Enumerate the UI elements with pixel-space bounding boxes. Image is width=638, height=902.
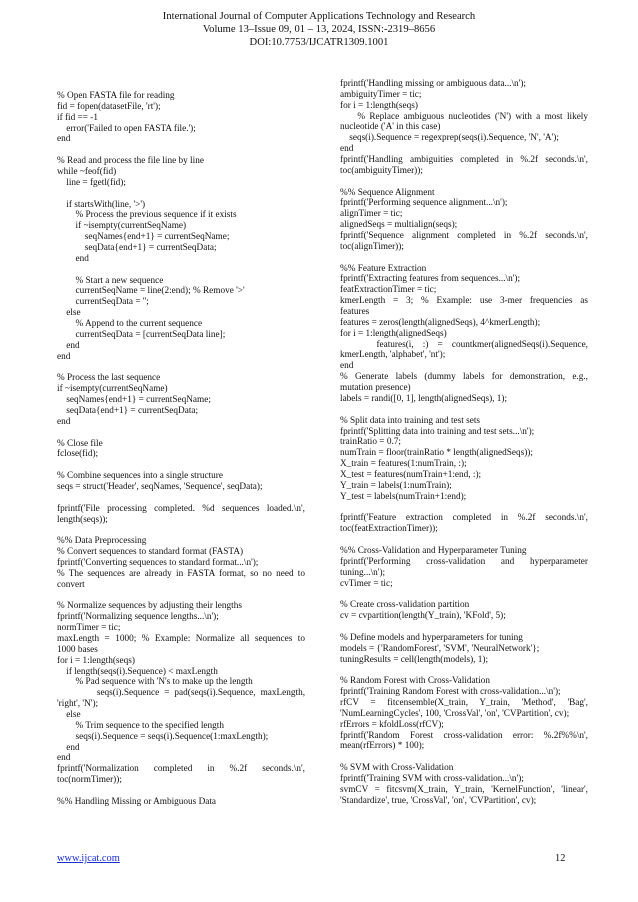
code-line: seqs = struct('Header', seqNames, 'Sequence', seqData); [57,481,263,492]
code-line: for i = 1:length(alignedSeqs) [340,328,447,339]
code-line: fprintf('Handling ambiguities completed in %.2f seconds.\n', [340,155,588,166]
code-line: if fid == -1 [57,112,99,123]
code-line: toc(normTimer)); [57,775,122,786]
code-line: rfCV = fitcensemble(X_train, Y_train, 'Method', 'Bag', [340,697,588,708]
code-line: kmerLength = 3; % Example: use 3-mer frequencies as [340,296,588,307]
code-line: maxLength = 1000; % Example: Normalize all sequences to [57,633,305,644]
code-line: labels = randi([0, 1], length(alignedSeqs), 1); [340,393,508,404]
code-line: toc(featExtractionTimer)); [340,524,438,535]
code-line [57,189,305,200]
page-number: 12 [555,853,566,864]
code-line [340,253,588,264]
code-line [57,460,305,471]
code-line: fprintf('Handling missing or ambiguous data...\n'); [340,79,526,89]
left-code-column [57,91,305,808]
code-line: fprintf('Normalization completed in %.2f seconds.\n', [57,764,305,775]
code-line [57,362,305,373]
code-line: X_test = features(numTrain+1:end, :); [340,469,482,480]
code-line: numTrain = floor(trainRatio * length(alignedSeqs)); [340,448,533,459]
code-line: %% Sequence Alignment [340,187,435,198]
code-line: else [57,308,81,319]
code-line: kmerLength, 'alphabet', 'nt'); [340,350,446,361]
code-line: fprintf('Converting sequences to standard format...\n'); [57,557,259,568]
code-line: mutation presence) [340,383,411,394]
code-line: fprintf('Normalizing sequence lengths...\n'); [57,612,219,623]
code-line [57,525,305,536]
code-line: % Define models and hyperparameters for tuning [340,632,523,643]
code-line: % Process the last sequence [57,373,161,384]
journal-volume: Volume 13–Issue 09, 01 – 13, 2024, ISSN:-2319–8656 [202,24,436,36]
journal-website-link[interactable]: www.ijcat.com [57,853,120,864]
code-line: alignedSeqs = multialign(seqs); [340,220,458,231]
code-line: while ~feof(fid) [57,167,117,178]
code-line: ambiguityTimer = tic; [340,89,422,100]
code-line: end [340,361,354,372]
code-line: else [57,709,81,720]
code-line: end [57,753,71,764]
code-line: Y_test = labels(numTrain+1:end); [340,491,467,502]
code-line: %% Cross-Validation and Hyperparameter Tuning [340,545,527,556]
code-line: % Random Forest with Cross-Validation [340,676,491,687]
code-line: fprintf('Random Forest cross-validation error: %.2f%%\n', [340,730,588,741]
code-line: seqs(i).Sequence = seqs(i).Sequence(1:maxLength); [57,731,269,742]
code-line [340,535,588,546]
code-line: currentSeqData = ''; [57,297,149,308]
code-line: if startsWith(line, '>') [57,199,146,210]
code-line: end [57,416,71,427]
code-line: end [57,253,89,264]
code-line: mean(rfErrors) * 100); [340,741,425,752]
code-line: fid = fopen(datasetFile, 'rt'); [57,101,161,112]
code-line: 'right', 'N'); [57,699,99,710]
code-line: fprintf('File processing completed. %d sequences loaded.\n', [57,503,305,514]
code-line [57,786,305,797]
code-line: 'Standardize', true, 'CrossVal', 'on', 'CVPartition', cv); [340,795,537,806]
code-line [340,177,588,188]
code-line: alignTimer = tic; [340,209,403,220]
code-line: cv = cvpartition(length(Y_train), 'KFold', 5); [340,611,506,622]
code-line: % Open FASTA file for reading [57,91,175,101]
code-line: fprintf('Performing sequence alignment...\n'); [340,198,508,209]
code-line: fprintf('Feature extraction completed in %.2f seconds.\n', [340,513,588,524]
code-line: featExtractionTimer = tic; [340,285,437,296]
code-line: features(i, :) = countkmer(alignedSeqs(i).Sequence, [340,339,588,350]
code-line: for i = 1:length(seqs) [57,655,135,666]
code-line [340,589,588,600]
code-line: tuning...\n'); [340,567,386,578]
code-line: % Append to the current sequence [57,319,203,330]
code-line: % Convert sequences to standard format (FASTA) [57,547,244,558]
code-line: fprintf('Sequence alignment completed in %.2f seconds.\n', [340,231,588,242]
code-line: end [57,340,80,351]
code-line: seqData{end+1} = currentSeqData; [57,405,199,416]
code-line: if ~isempty(currentSeqName) [57,384,168,395]
code-line: % Pad sequence with 'N's to make up the length [57,677,253,688]
code-line: nucleotide ('A' in this case) [340,122,441,133]
code-line: Y_train = labels(1:numTrain); [340,480,452,491]
code-line: % Create cross-validation partition [340,600,470,611]
code-line [57,265,305,276]
code-line: % Close file [57,438,103,449]
code-line: fprintf('Extracting features from sequences...\n'); [340,274,521,285]
code-line: X_train = features(1:numTrain, :); [340,459,467,470]
journal-header [0,10,638,50]
code-line: seqs(i).Sequence = regexprep(seqs(i).Sequence, 'N', 'A'); [340,133,559,144]
code-line: fclose(fid); [57,449,99,460]
code-line: % Read and process the file line by line [57,156,204,167]
code-line: toc(alignTimer)); [340,241,404,252]
code-line: % SVM with Cross-Validation [340,763,454,774]
code-line: length(seqs)); [57,514,108,525]
code-line [340,752,588,763]
code-line: % Process the previous sequence if it exists [57,210,237,221]
code-line: % Trim sequence to the specified length [57,720,224,731]
code-line: % Generate labels (dummy labels for demonstration, e.g., [340,372,588,383]
code-line: end [57,351,71,362]
code-line: %% Feature Extraction [340,263,427,274]
code-line: models = {'RandomForest', 'SVM', 'NeuralNetwork'}; [340,643,540,654]
right-code-column [340,79,588,807]
code-line: 1000 bases [57,644,98,655]
code-line [340,622,588,633]
code-line: fprintf('Training Random Forest with cross-validation...\n'); [340,687,561,698]
code-line: fprintf('Performing cross-validation and hyperparameter [340,556,588,567]
code-line: 'NumLearningCycles', 100, 'CrossVal', 'on', 'CVPartition', cv); [340,708,570,719]
code-line: % The sequences are already in FASTA format, so no need to [57,568,305,579]
code-line: seqNames{end+1} = currentSeqName; [57,395,211,406]
code-line [57,493,305,504]
code-line: currentSeqData = [currentSeqData line]; [57,329,226,340]
code-line: if length(seqs(i).Sequence) < maxLength [57,666,218,677]
code-line: fprintf('Training SVM with cross-validation...\n'); [340,774,524,784]
journal-title: International Journal of Computer Applications Technology and Research [162,11,476,22]
code-line: %% Data Preprocessing [57,536,147,547]
code-line: % Replace ambiguous nucleotides ('N') with a most likely [340,111,589,122]
code-line: fprintf('Splitting data into training and test sets...\n'); [340,426,535,437]
code-line: end [340,144,354,155]
code-line: if ~isempty(currentSeqName) [57,221,187,232]
code-line [57,591,305,602]
code-line: % Normalize sequences by adjusting their lengths [57,601,242,612]
code-line: seqNames{end+1} = currentSeqName; [57,232,230,243]
code-line: end [57,134,71,145]
code-line: tuningResults = cell(length(models), 1); [340,654,489,665]
code-line: error('Failed to open FASTA file.'); [57,123,196,134]
code-line [340,503,588,514]
code-line: %% Handling Missing or Ambiguous Data [57,796,217,807]
journal-doi: DOI:10.7753/IJCATR1309.1001 [249,37,389,49]
code-line [340,405,588,416]
code-line: features = zeros(length(alignedSeqs), 4^kmerLength); [340,317,541,328]
code-line: cvTimer = tic; [340,578,393,589]
code-line: line = fgetl(fid); [57,177,126,188]
code-line [57,428,305,439]
code-line: svmCV = fitcsvm(X_train, Y_train, 'KernelFunction', 'linear', [340,784,588,795]
code-line: trainRatio = 0.7; [340,437,401,448]
code-line: currentSeqName = line(2:end); % Remove '>' [57,286,245,297]
code-line: toc(ambiguityTimer)); [340,165,423,176]
code-line: features [340,307,370,318]
code-line: seqs(i).Sequence = pad(seqs(i).Sequence, maxLength, [57,688,306,699]
code-line: % Split data into training and test sets [340,415,481,426]
code-line: normTimer = tic; [57,623,121,634]
code-line: seqData{end+1} = currentSeqData; [57,243,217,254]
code-line: end [57,742,80,753]
code-line: convert [57,579,85,590]
code-line: rfErrors = kfoldLoss(rfCV); [340,719,444,730]
code-line [340,665,588,676]
code-line: % Start a new sequence [57,275,164,286]
code-line: % Combine sequences into a single structure [57,471,223,482]
code-line [57,145,305,156]
code-line: for i = 1:length(seqs) [340,100,418,111]
